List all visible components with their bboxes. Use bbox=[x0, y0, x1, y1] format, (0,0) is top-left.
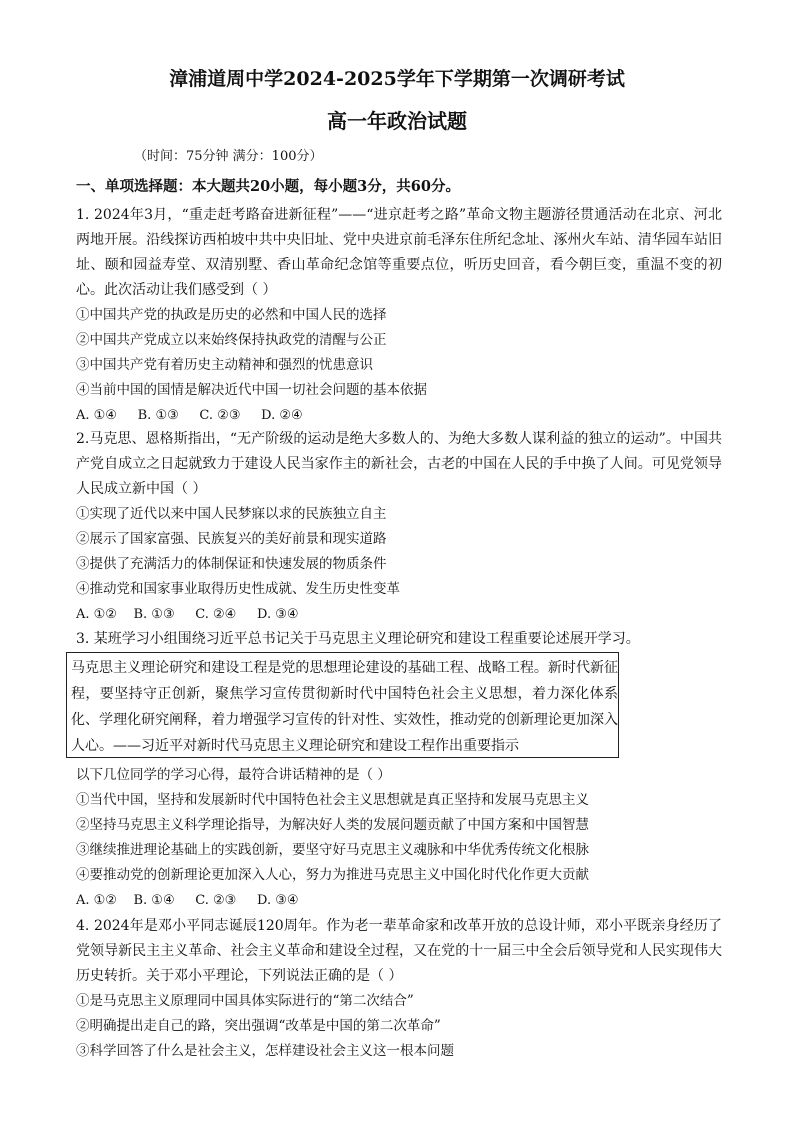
exam-meta: （时间：75分钟 满分：100分） bbox=[134, 149, 323, 164]
answer-choices: A. ①② B. ①③ C. ②④ D. ③④ bbox=[76, 607, 299, 622]
question-stem: 2.马克思、恩格斯指出，“无产阶级的运动是绝大多数人的、为绝大多数人谋利益的独立的运动”。中国共产党自成立之日起就致力于建设人民当家作主的新社会，古老的中国在人民的手中换了人间。可见党领导人民成立新中国（ ） bbox=[76, 431, 722, 497]
answer-choices: A. ①④ B. ①③ C. ②③ D. ②④ bbox=[76, 408, 303, 423]
option-3: ③继续推进理论基础上的实践创新，要坚守好马克思主义魂脉和中华优秀传统文化根脉 bbox=[76, 842, 589, 858]
exam-title: 漳浦道周中学2024-2025学年下学期第一次调研考试 bbox=[169, 68, 625, 90]
option-2: ②展示了国家富强、民族复兴的美好前景和现实道路 bbox=[76, 531, 387, 547]
question-3 bbox=[76, 763, 722, 913]
option-2: ②中国共产党成立以来始终保持执政党的清醒与公正 bbox=[76, 332, 387, 348]
option-2: ②明确提出走自己的路，突出强调“改革是中国的第二次革命” bbox=[76, 1018, 441, 1034]
question-stem: 1. 2024年3月，“重走赶考路奋进新征程”——“进京赶考之路”革命文物主题游径贯通活动在北京、河北两地开展。沿线探访西柏坡中共中央旧址、党中央进京前毛泽东住所纪念址、涿州火车站、清华园车站旧址、颐和园益寿堂、双清别墅、香山革命纪念馆等重要点位，听历史回音，看今朝巨变，重温不变的初心。此次活动让我们感受到（ ） bbox=[76, 207, 722, 298]
question-3-stem-block bbox=[76, 627, 722, 652]
question-prompt: 以下几位同学的学习心得，最符合讲话精神的是（ ） bbox=[76, 767, 391, 783]
exam-subtitle: 高一年政治试题 bbox=[327, 109, 467, 133]
question-1 bbox=[76, 203, 722, 428]
option-1: ①是马克思主义原理同中国具体实际进行的“第二次结合” bbox=[76, 993, 414, 1009]
question-stem: 4. 2024年是邓小平同志诞辰120周年。作为老一辈革命家和改革开放的总设计师，邓小平既亲身经历了党领导新民主主义革命、社会主义革命和建设全过程，又在党的十一届三中全会后领导党和人民实现伟大历史转折。关于邓小平理论，下列说法正确的是（ ） bbox=[76, 918, 722, 984]
question-stem: 3. 某班学习小组围绕习近平总书记关于马克思主义理论研究和建设工程重要论述展开学习。 bbox=[76, 631, 640, 647]
option-3: ③提供了充满活力的体制保证和快速发展的物质条件 bbox=[76, 556, 387, 572]
option-4: ④要推动党的创新理论更加深入人心，努力为推进马克思主义中国化时代化作更大贡献 bbox=[76, 867, 589, 883]
quote-box: 马克思主义理论研究和建设工程是党的思想理论建设的基础工程、战略工程。新时代新征程，要坚持守正创新，聚焦学习宣传贯彻新时代中国特色社会主义思想，着力深化体系化、学理化研究阐释，着力增强学习宣传的针对性、实效性，推动党的创新理论更加深入人心。——习近平对新时代马克思主义理论研究和建设工程作出重要指示 bbox=[66, 652, 619, 758]
answer-choices: A. ①② B. ①④ C. ②③ D. ③④ bbox=[76, 893, 299, 908]
option-3: ③中国共产党有着历史主动精神和强烈的忧患意识 bbox=[76, 357, 373, 373]
option-3: ③科学回答了什么是社会主义，怎样建设社会主义这一根本问题 bbox=[76, 1043, 454, 1059]
option-1: ①实现了近代以来中国人民梦寐以求的民族独立自主 bbox=[76, 506, 387, 522]
option-1: ①中国共产党的执政是历史的必然和中国人民的选择 bbox=[76, 307, 387, 323]
option-2: ②坚持马克思主义科学理论指导，为解决好人类的发展问题贡献了中国方案和中国智慧 bbox=[76, 817, 589, 833]
option-4: ④当前中国的国情是解决近代中国一切社会问题的基本依据 bbox=[76, 382, 427, 398]
section-heading: 一、单项选择题：本大题共20小题，每小题3分，共60分。 bbox=[76, 178, 460, 195]
option-4: ④推动党和国家事业取得历史性成就、发生历史性变革 bbox=[76, 581, 400, 597]
option-1: ①当代中国，坚持和发展新时代中国特色社会主义思想就是真正坚持和发展马克思主义 bbox=[76, 792, 589, 808]
question-4 bbox=[76, 914, 722, 1064]
question-2 bbox=[76, 427, 722, 627]
